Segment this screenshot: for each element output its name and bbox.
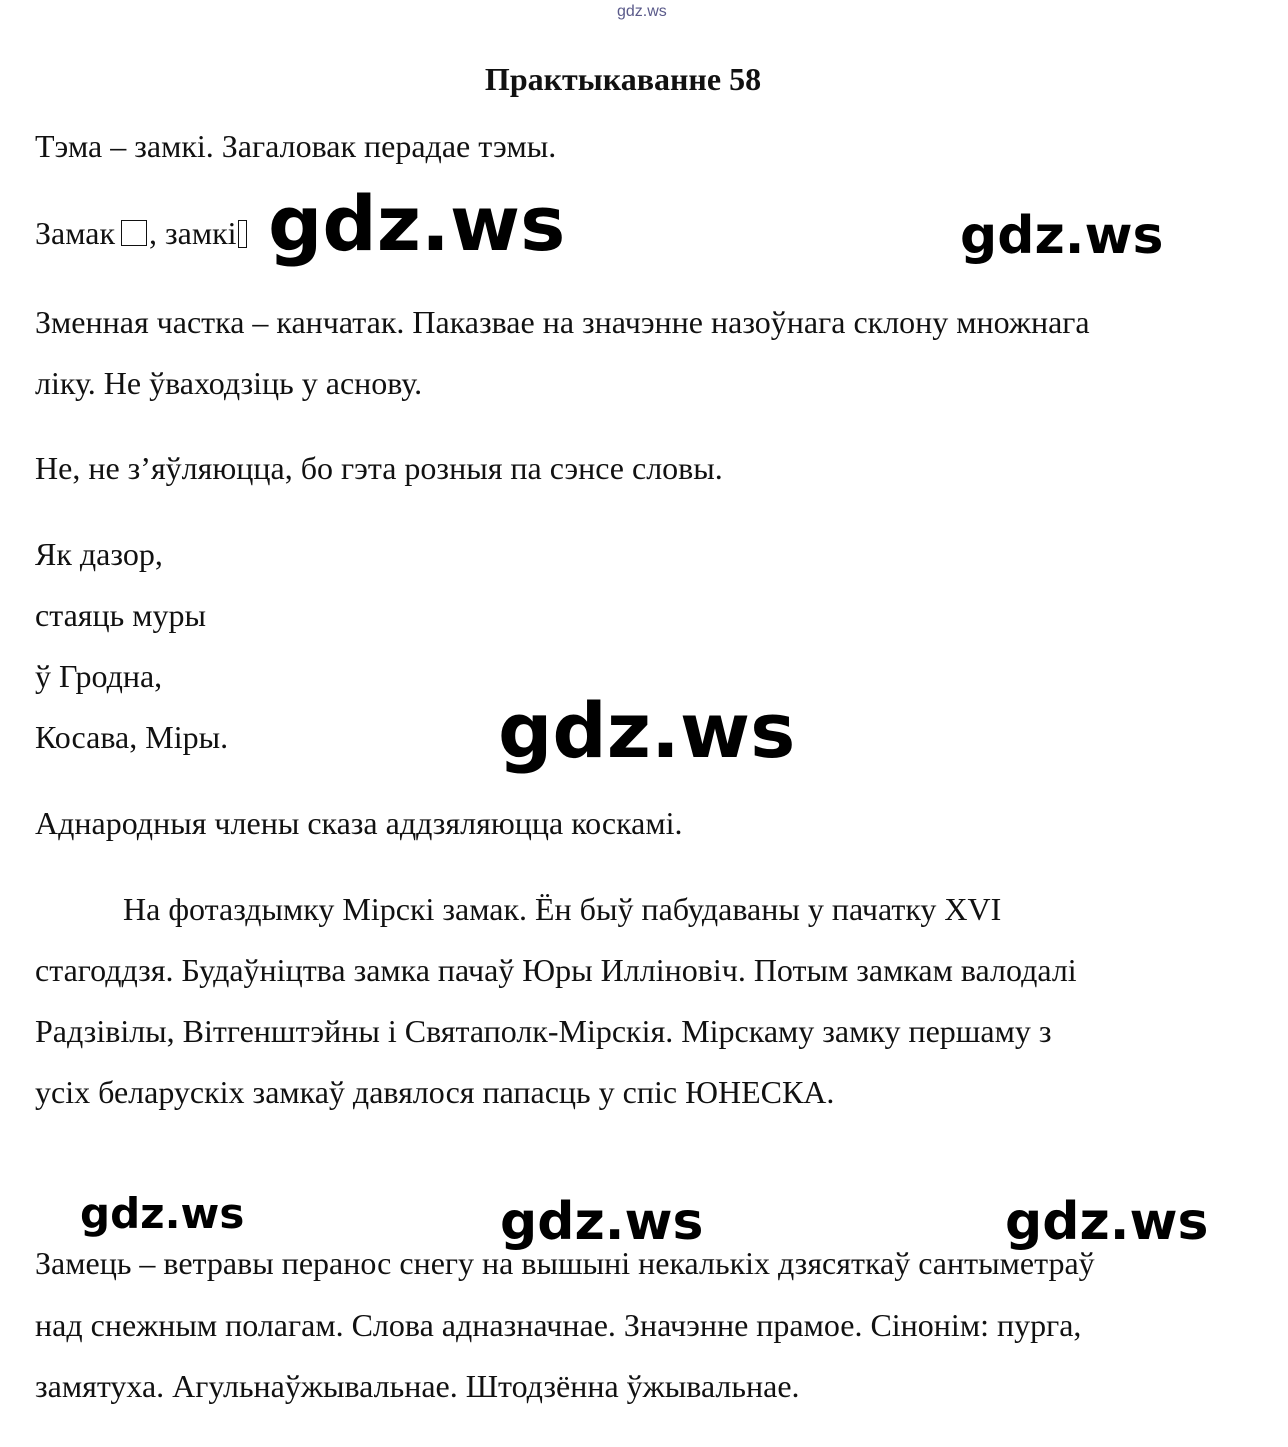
text-line-members: Аднародныя члены сказа аддзяляюцца коскамі.: [35, 805, 683, 841]
text-line-ending-1: Зменная частка – канчатак. Паказвае на значэнне назоўнага склону множнага: [35, 304, 1090, 340]
word-zamak: Замак: [35, 215, 116, 251]
page-title: Практыкаванне 58: [484, 61, 762, 98]
definition-line-2: над снежным полагам. Слова аднaзначнае. Значэнне прамое. Сінонім: пурга,: [35, 1307, 1082, 1343]
paragraph-line-2: стагоддзя. Будаўніцтва замка пачаў Юры Илліновіч. Потым замкам валодалі: [35, 952, 1077, 988]
ending-box-small-icon: [238, 220, 247, 248]
definition-line-1: Замець – ветравы перанос снегу на вышыні некалькіх дзясяткаў сантыметраў: [35, 1245, 1095, 1281]
watermark: gdz.ws: [80, 1189, 245, 1238]
poem-line-4: Косава, Міры.: [35, 719, 229, 755]
paragraph-line-4: усіх беларускіх замкаў давялося папасць у спіс ЮНЕСКА.: [35, 1074, 835, 1110]
definition-line-3: замятуха. Агульнаўжывальнае. Штодзённа ўжывальнае.: [35, 1368, 800, 1404]
text-line-answer: Не, не з’яўляюцца, бо гэта розныя па сэнсе словы.: [35, 450, 723, 486]
text-line-theme: Тэма – замкі. Загаловак перадае тэмы.: [35, 128, 557, 164]
text-line-words: [35, 217, 247, 249]
top-watermark: gdz.ws: [617, 3, 667, 20]
text-line-ending-2: ліку. Не ўваходзіць у аснову.: [35, 365, 423, 401]
poem-line-3: ў Гродна,: [35, 658, 163, 694]
paragraph-line-3: Радзівілы, Вітгенштэйны і Святаполк-Мірскія. Мірскаму замку першаму з: [35, 1013, 1052, 1049]
watermark: gdz.ws: [500, 1192, 704, 1252]
watermark: gdz.ws: [1005, 1192, 1209, 1252]
word-zamki: , замкі: [149, 215, 237, 251]
watermark: gdz.ws: [268, 179, 566, 268]
poem-line-2: стаяць муры: [35, 597, 206, 633]
ending-box-icon: [121, 220, 147, 246]
watermark: gdz.ws: [498, 686, 796, 775]
poem-line-1: Як дазор,: [35, 536, 163, 572]
watermark: gdz.ws: [960, 206, 1164, 266]
paragraph-line-1: На фотаздымку Мірскі замак. Ён быў пабудаваны у пачатку XVI: [123, 891, 1002, 927]
